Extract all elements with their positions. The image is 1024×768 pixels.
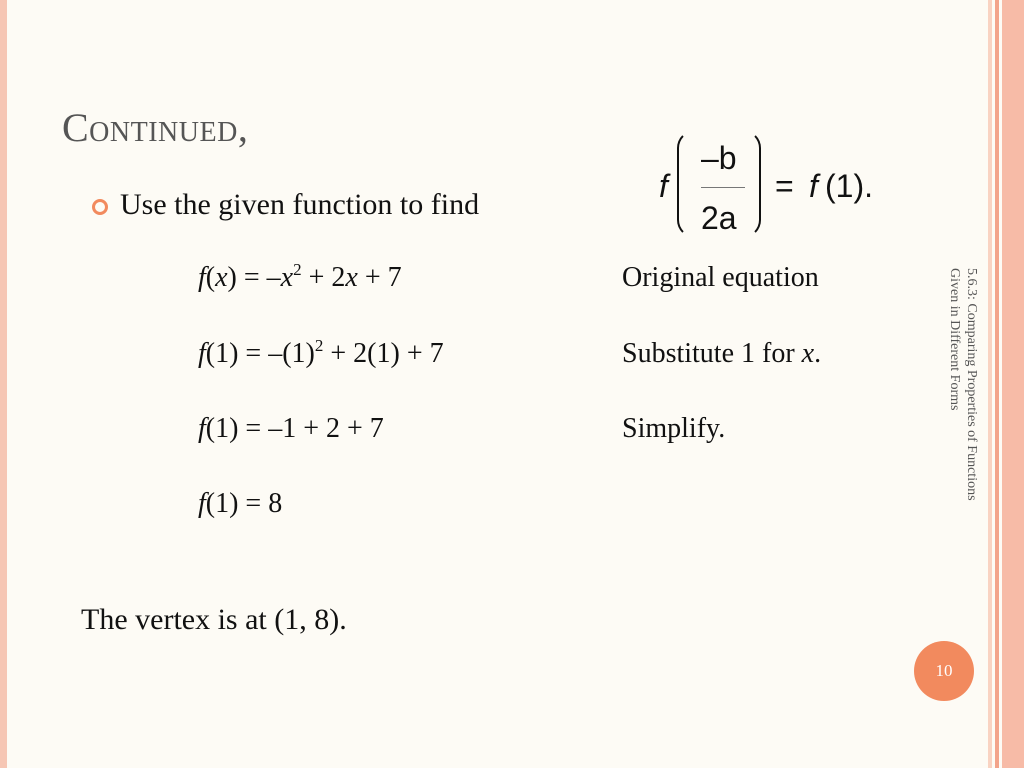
page-number: 10 <box>935 661 953 680</box>
equation-note-1: Original equation <box>622 262 819 293</box>
equation-row-3: f(1) = –1 + 2 + 7 <box>198 413 384 444</box>
formula-equals: = <box>775 168 794 204</box>
right-border-stripes <box>988 0 1024 768</box>
side-label-line-2: Given in Different Forms <box>947 268 962 411</box>
slide-title: Continued, <box>62 105 249 150</box>
bullet-text: Use the given function to find <box>120 188 480 221</box>
conclusion-text: The vertex is at (1, 8). <box>81 603 347 636</box>
fraction-bar <box>701 187 745 188</box>
side-label-line-1: 5.6.3: Comparing Properties of Functions <box>964 268 979 501</box>
formula-arg: (1). <box>825 168 873 204</box>
equation-note-3: Simplify. <box>622 413 726 444</box>
left-paren <box>677 130 695 238</box>
right-paren <box>743 130 761 238</box>
side-course-label <box>938 268 980 598</box>
formula-denominator: 2a <box>701 200 737 236</box>
vertex-formula <box>655 130 895 242</box>
formula-f-left: f <box>659 168 668 204</box>
equation-note-2: Substitute 1 for x. <box>622 338 822 369</box>
left-border <box>0 0 7 768</box>
equation-row-2: $f(1) = -(1)^2 + 2(1) + 7$ <box>198 336 444 369</box>
formula-numerator: –b <box>701 140 737 176</box>
circle-bullet-icon <box>92 199 108 215</box>
equation-row-4: f(1) = 8 <box>198 488 283 519</box>
page-number-badge <box>914 641 974 701</box>
equation-row-1: $f(x) = -x^2 + 2x + 7$ <box>198 260 402 293</box>
formula-f-right: f <box>809 168 818 204</box>
